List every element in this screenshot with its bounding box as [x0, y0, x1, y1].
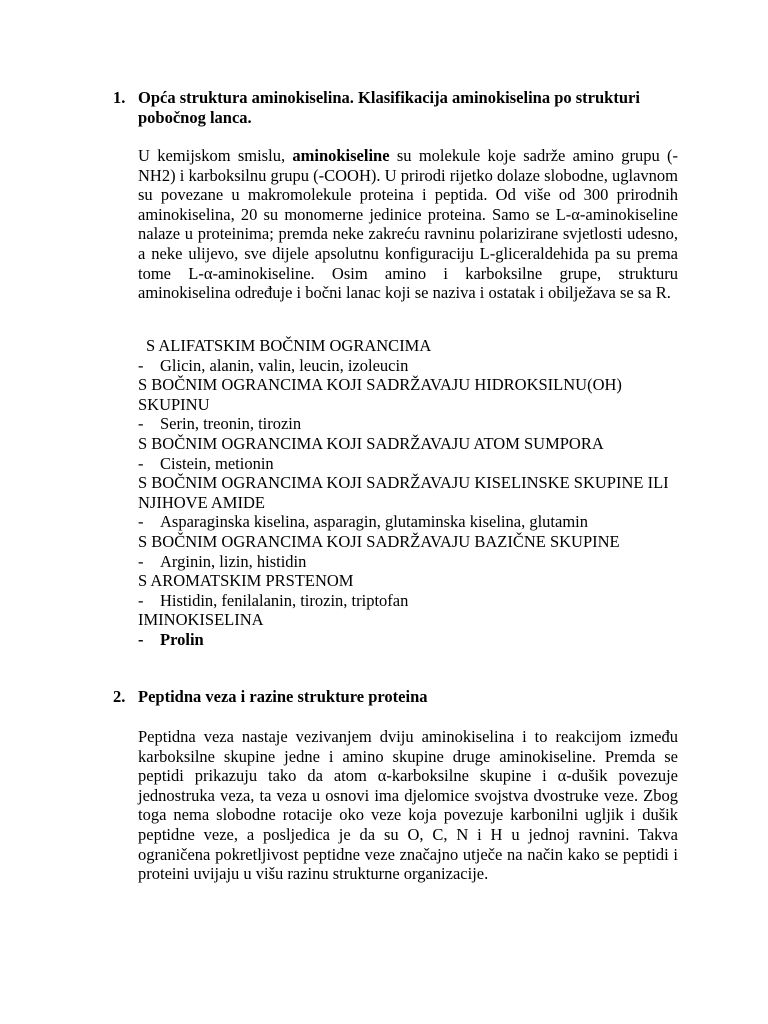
class-items: [138, 454, 678, 474]
dash: -: [138, 355, 144, 375]
section-2-text: Peptidna veza nastaje vezivanjem dviju aminokiselina i to reakcijom između karboksilne skupine jedne i amino skupine druge aminokiseline. Premda se peptidi prikazuju tako da atom α-karboksilne skupine i α-dušik povezuje jednostruka veza, ta veza u osnovi ima djelomice svojstva dvostruke veze. Zbog toga nema slobodne rotacije oko veze koja povezuje karbonilni ugljik i dušik peptidne veze, a posljedica je da su O, C, N i H u jednoj ravnini. Takva ograničena pokretljivost peptidne veze značajno utječe na način kako se peptidi i proteini uvijaju u višu razinu strukturne organizacije.: [138, 727, 678, 884]
class-items-text: Prolin: [160, 629, 204, 649]
class-title: IMINOKISELINA: [138, 610, 264, 630]
class-items-text: Serin, treonin, tirozin: [160, 414, 302, 434]
dash: -: [138, 629, 144, 649]
class-items: [138, 552, 678, 572]
class-title: S BOČNIM OGRANCIMA KOJI SADRŽAVAJU ATOM SUMPORA: [138, 433, 604, 453]
class-title: S AROMATSKIM PRSTENOM: [138, 571, 354, 591]
intro-part-1: U kemijskom smislu,: [138, 146, 293, 165]
class-items: [138, 591, 678, 611]
dash: -: [138, 453, 144, 473]
section-1-title: Opća struktura aminokiselina. Klasifikacija aminokiselina po strukturi pobočnog lanca.: [138, 88, 640, 127]
dash: -: [138, 512, 144, 532]
section-1-intro: [138, 146, 678, 303]
section-1-number: 1.: [113, 88, 126, 107]
dash: -: [138, 414, 144, 434]
classification-list: [138, 336, 678, 650]
section-2-title: Peptidna veza i razine strukture proteina: [138, 687, 428, 706]
class-items-text: Asparaginska kiselina, asparagin, glutaminska kiselina, glutamin: [160, 512, 588, 532]
intro-bold-term: aminokiseline: [292, 146, 390, 165]
class-items: [138, 356, 678, 376]
class-items: [138, 414, 678, 434]
intro-part-2: su molekule koje sadrže amino grupu (-NH2) i karboksilnu grupu (-COOH). U prirodi rijetko dolaze slobodne, uglavnom su povezane u makromolekule proteina i peptida. Od više od 300 prirodnih aminokiselina, 20 su monomerne jedinice proteina. Samo se L-α-aminokiseline nalaze u proteinima; premda neke zakreću ravninu polarizirane svjetlosti udesno, a neke ulijevo, sve dijele apsolutnu konfiguraciju L-gliceraldehida pa su prema tome L-α-aminokiseline. Osim amino i karboksilne grupe, strukturu aminokiselina određuje i bočni lanac koji se naziva i ostatak i obilježava se sa R.: [138, 146, 679, 303]
class-title: S BOČNIM OGRANCIMA KOJI SADRŽAVAJU HIDROKSILNU(OH) SKUPINU: [138, 375, 622, 414]
section-2-number: 2.: [113, 687, 126, 706]
class-items: [138, 512, 678, 532]
class-items: [138, 630, 678, 650]
dash: -: [138, 551, 144, 571]
class-items-text: Arginin, lizin, histidin: [160, 551, 307, 571]
section-2-paragraph: [138, 727, 678, 884]
class-items-text: Histidin, fenilalanin, tirozin, triptofan: [160, 590, 409, 610]
section-1-intro-text: [138, 146, 678, 303]
class-items-text: Glicin, alanin, valin, leucin, izoleucin: [160, 355, 409, 375]
class-title: S BOČNIM OGRANCIMA KOJI SADRŽAVAJU BAZIČNE SKUPINE: [138, 531, 620, 551]
class-items-text: Cistein, metionin: [160, 453, 274, 473]
class-title: S BOČNIM OGRANCIMA KOJI SADRŽAVAJU KISELINSKE SKUPINE ILI NJIHOVE AMIDE: [138, 473, 669, 512]
class-title: S ALIFATSKIM BOČNIM OGRANCIMA: [146, 336, 432, 355]
dash: -: [138, 590, 144, 610]
